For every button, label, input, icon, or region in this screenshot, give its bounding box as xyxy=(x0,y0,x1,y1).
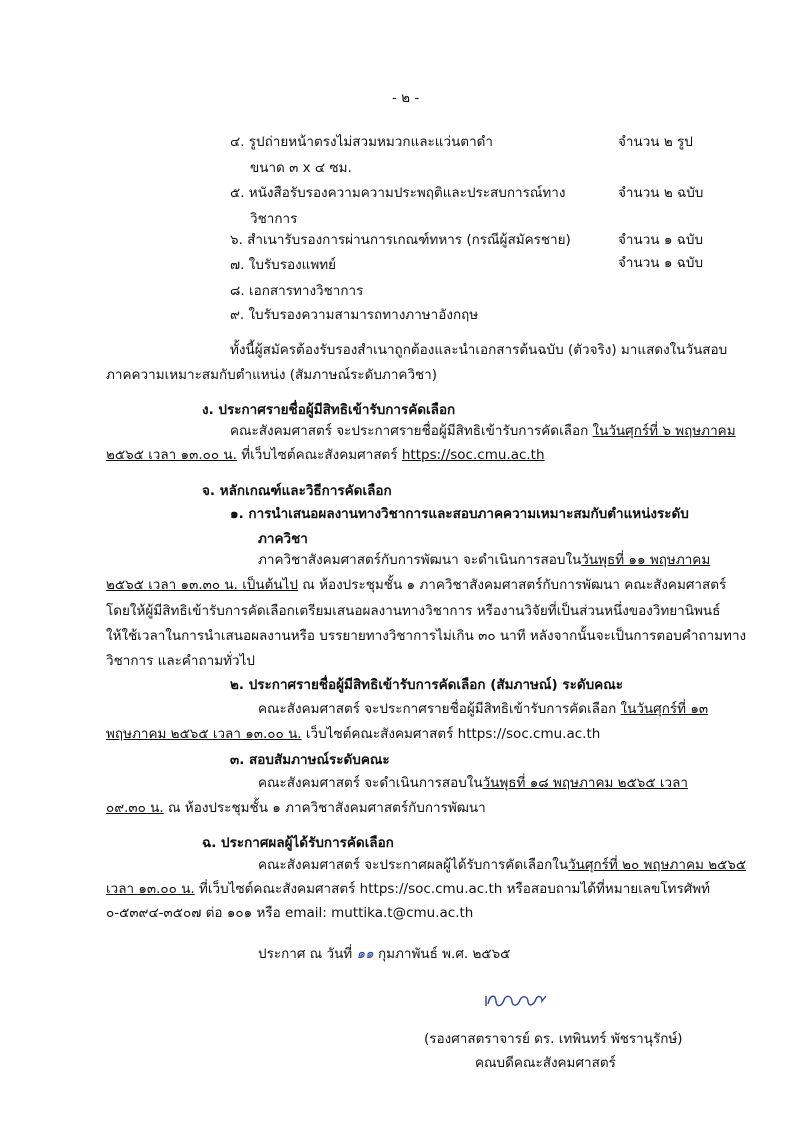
doc-item-qty: จำนวน ๑ ฉบับ xyxy=(618,255,704,271)
doc-item-qty: จำนวน ๒ ฉบับ xyxy=(618,185,704,201)
note-line: ทั้งนี้ผู้สมัครต้องรับรองสำเนาถูกต้องและนำเอกสารต้นฉบับ (ตัวจริง) มาแสดงในวันสอบ xyxy=(230,342,728,358)
doc-item-cont: วิชาการ xyxy=(250,211,298,227)
website-link[interactable]: https://soc.cmu.ac.th xyxy=(401,447,545,463)
paragraph-line: เวลา ๑๓.๐๐ น. ที่เว็บไซต์คณะสังคมศาสตร์ https://soc.cmu.ac.th หรือสอบถามได้ที่หมายเลขโทรศัพท์ xyxy=(106,881,711,897)
handwritten-day: ๑๑ xyxy=(356,946,374,962)
signature xyxy=(482,990,562,1012)
section-heading: ง. ประกาศรายชื่อผู้มีสิทธิเข้ารับการคัดเลือก xyxy=(202,402,456,418)
paragraph-line: คณะสังคมศาสตร์ จะประกาศรายชื่อผู้มีสิทธิเข้ารับการคัดเลือก ในวันศุกร์ที่ ๑๓ xyxy=(258,701,709,717)
paragraph-line: ๒๕๖๕ เวลา ๑๓.๓๐ น. เป็นต้นไป ณ ห้องประชุมชั้น ๑ ภาควิชาสังคมศาสตร์กับการพัฒนา คณะสังคมศาสตร์ xyxy=(106,577,727,593)
paragraph-line: ภาควิชาสังคมศาสตร์กับการพัฒนา จะดำเนินการสอบในวันพุธที่ ๑๑ พฤษภาคม xyxy=(258,552,711,568)
date-emphasis: ๐๙.๓๐ น. xyxy=(106,800,164,816)
paragraph-line: ๐๙.๓๐ น. ณ ห้องประชุมชั้น ๑ ภาควิชาสังคมศาสตร์กับการพัฒนา xyxy=(106,800,486,816)
subsection-heading: ภาควิชา xyxy=(258,531,308,547)
doc-item-qty: จำนวน ๒ รูป xyxy=(618,134,693,150)
doc-item-label: ๘. เอกสารทางวิชาการ xyxy=(230,283,364,299)
signer-title: คณบดีคณะสังคมศาสตร์ xyxy=(475,1055,616,1071)
doc-item-qty: จำนวน ๑ ฉบับ xyxy=(618,232,704,248)
page-number: - ๒ - xyxy=(392,90,420,106)
date-emphasis: ในวันศุกร์ที่ ๖ พฤษภาคม xyxy=(592,423,736,439)
paragraph-line: พฤษภาคม ๒๕๖๕ เวลา ๑๓.๐๐ น. เว็บไซต์คณะสังคมศาสตร์ https://soc.cmu.ac.th xyxy=(106,726,601,742)
doc-item-label: ๖. สำเนารับรองการผ่านการเกณฑ์ทหาร (กรณีผู้สมัครชาย) xyxy=(230,232,571,248)
doc-item-cont: ขนาด ๓ x ๔ ซม. xyxy=(250,160,352,176)
section-heading: จ. หลักเกณฑ์และวิธีการคัดเลือก xyxy=(202,483,392,499)
subsection-heading: ๓. สอบสัมภาษณ์ระดับคณะ xyxy=(230,752,390,768)
paragraph-line: ๒๕๖๕ เวลา ๑๓.๐๐ น. ที่เว็บไซต์คณะสังคมศาสตร์ https://soc.cmu.ac.th xyxy=(106,447,545,463)
paragraph-line: คณะสังคมศาสตร์ จะประกาศผลผู้ได้รับการคัดเลือกในวันศุกร์ที่ ๒๐ พฤษภาคม ๒๕๖๕ xyxy=(258,857,747,873)
paragraph-line: คณะสังคมศาสตร์ จะดำเนินการสอบในวันพุธที่ ๑๘ พฤษภาคม ๒๕๖๕ เวลา xyxy=(258,775,688,791)
doc-item-label: ๕. หนังสือรับรองความความประพฤติและประสบการณ์ทาง xyxy=(230,185,566,201)
subsection-heading: ๒. ประกาศรายชื่อผู้มีสิทธิเข้ารับการคัดเลือก (สัมภาษณ์) ระดับคณะ xyxy=(230,677,623,693)
date-emphasis: ในวันศุกร์ที่ ๑๓ xyxy=(620,701,709,717)
subsection-heading: ๑. การนำเสนอผลงานทางวิชาการและสอบภาคความเหมาะสมกับตำแหน่งระดับ xyxy=(230,506,689,522)
contact-line: ๐-๕๓๙๔-๓๕๐๗ ต่อ ๑๐๑ หรือ email: muttika.t@cmu.ac.th xyxy=(106,905,474,921)
paragraph-line: วิชาการ และคำถามทั่วไป xyxy=(106,653,255,669)
date-emphasis: ๒๕๖๕ เวลา ๑๓.๓๐ น. เป็นต้นไป xyxy=(106,577,298,593)
doc-item-label: ๗. ใบรับรองแพทย์ xyxy=(230,257,337,273)
date-emphasis: วันพุธที่ ๑๑ พฤษภาคม xyxy=(581,552,711,568)
date-emphasis: วันศุกร์ที่ ๒๐ พฤษภาคม ๒๕๖๕ xyxy=(568,857,747,873)
signer-name: (รองศาสตราจารย์ ดร. เทพินทร์ พัชรานุรักษ์) xyxy=(424,1031,683,1047)
note-line: ภาคความเหมาะสมกับตำแหน่ง (สัมภาษณ์ระดับภาควิชา) xyxy=(106,367,438,383)
paragraph-line: ให้ใช้เวลาในการนำเสนอผลงานหรือ บรรยายทางวิชาการไม่เกิน ๓๐ นาที หลังจากนั้นจะเป็นการตอบคำถามทาง xyxy=(106,628,747,644)
doc-item-label: ๔. รูปถ่ายหน้าตรงไม่สวมหมวกและแว่นตาดำ xyxy=(230,134,493,150)
date-emphasis: เวลา ๑๓.๐๐ น. xyxy=(106,881,195,897)
section-heading: ฉ. ประกาศผลผู้ได้รับการคัดเลือก xyxy=(202,835,394,851)
paragraph-line: คณะสังคมศาสตร์ จะประกาศรายชื่อผู้มีสิทธิเข้ารับการคัดเลือก ในวันศุกร์ที่ ๖ พฤษภาคม xyxy=(230,423,736,439)
date-emphasis: วันพุธที่ ๑๘ พฤษภาคม ๒๕๖๕ เวลา xyxy=(482,775,688,791)
date-emphasis: ๒๕๖๕ เวลา ๑๓.๐๐ น. xyxy=(106,447,237,463)
announce-date: ประกาศ ณ วันที่ ๑๑ กุมภาพันธ์ พ.ศ. ๒๕๖๕ xyxy=(258,946,511,962)
doc-item-label: ๙. ใบรับรองความสามารถทางภาษาอังกฤษ xyxy=(230,307,479,323)
date-emphasis: พฤษภาคม ๒๕๖๕ เวลา ๑๓.๐๐ น. xyxy=(106,726,302,742)
paragraph-line: โดยให้ผู้มีสิทธิเข้ารับการคัดเลือกเตรียมเสนอผลงานทางวิชาการ หรืองานวิจัยที่เป็นส่วนหนึ่งของวิทยานิพนธ์ xyxy=(106,603,721,619)
